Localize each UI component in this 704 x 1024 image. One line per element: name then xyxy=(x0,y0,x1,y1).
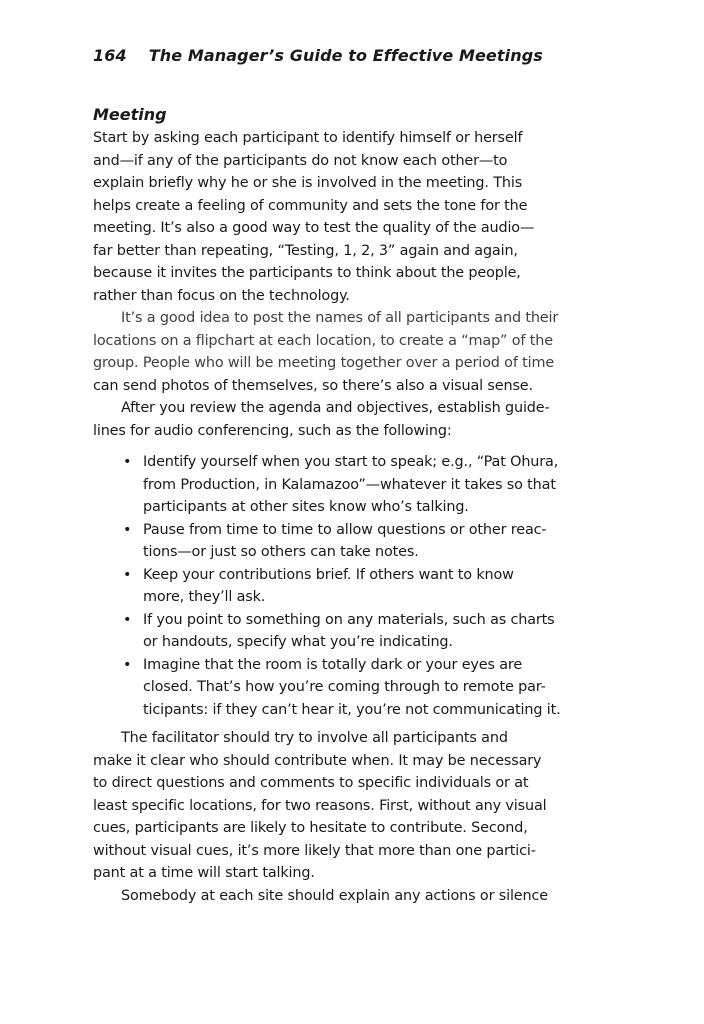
text-line: because it invites the participants to think about the people, xyxy=(93,265,521,281)
guidelines-list xyxy=(93,451,613,721)
body-text xyxy=(93,127,613,907)
paragraph-guidelines-intro xyxy=(93,397,613,442)
text-line: participants at other sites know who’s talking. xyxy=(143,499,469,515)
list-item xyxy=(115,654,613,722)
text-line: Start by asking each participant to identify himself or herself xyxy=(93,130,523,146)
text-line: can send photos of themselves, so there’s also a visual sense. xyxy=(93,377,533,394)
text-line: If you point to something on any materials, such as charts xyxy=(143,611,555,628)
text-line: without visual cues, it’s more likely that more than one partici- xyxy=(93,842,536,859)
paragraph-intro xyxy=(93,127,613,307)
paragraph-site-actions xyxy=(93,885,613,908)
bullet-icon: • xyxy=(123,454,132,470)
text-line: Pause from time to time to allow questions or other reac- xyxy=(143,521,547,538)
text-line: cues, participants are likely to hesitate to contribute. Second, xyxy=(93,820,528,836)
text-line: Somebody at each site should explain any actions or silence xyxy=(121,887,548,904)
text-line: explain briefly why he or she is involved in the meeting. This xyxy=(93,175,523,191)
text-line: far better than repeating, “Testing, 1, 2, 3” again and again, xyxy=(93,242,518,259)
text-line: rather than focus on the technology. xyxy=(93,287,350,304)
text-line: It’s a good idea to post the names of all participants and their xyxy=(121,310,559,326)
bullet-icon: • xyxy=(123,656,132,673)
list-item xyxy=(115,564,613,609)
text-line: lines for audio conferencing, such as the following: xyxy=(93,422,452,439)
book-page xyxy=(93,43,613,907)
text-line: from Production, in Kalamazoo”—whatever it takes so that xyxy=(143,476,556,493)
paragraph-facilitator xyxy=(93,727,613,885)
book-title: The Manager’s Guide to Effective Meetings xyxy=(148,46,543,65)
text-line: The facilitator should try to involve all participants and xyxy=(121,730,508,746)
section-heading: Meeting xyxy=(93,105,167,124)
text-line: meeting. It’s also a good way to test the quality of the audio— xyxy=(93,220,535,236)
text-line: closed. That’s how you’re coming through to remote par- xyxy=(143,679,546,695)
text-line: least specific locations, for two reasons. First, without any visual xyxy=(93,797,547,814)
running-head xyxy=(93,43,613,69)
bullet-icon: • xyxy=(123,521,132,538)
text-line: Identify yourself when you start to speak; e.g., “Pat Ohura, xyxy=(143,454,559,470)
text-line: pant at a time will start talking. xyxy=(93,865,315,881)
text-line: make it clear who should contribute when. It may be necessary xyxy=(93,752,542,769)
text-line: group. People who will be meeting together over a period of time xyxy=(93,355,555,371)
text-line: helps create a feeling of community and sets the tone for the xyxy=(93,197,528,214)
page-number: 164 xyxy=(93,46,127,65)
text-line: and—if any of the participants do not know each other—to xyxy=(93,152,508,169)
text-line: more, they’ll ask. xyxy=(143,589,266,605)
list-item xyxy=(115,519,613,564)
text-line: tions—or just so others can take notes. xyxy=(143,544,419,560)
bullet-icon: • xyxy=(123,611,132,628)
text-line: to direct questions and comments to specific individuals or at xyxy=(93,775,529,791)
text-line: or handouts, specify what you’re indicating. xyxy=(143,634,453,650)
text-line: locations on a flipchart at each location, to create a “map” of the xyxy=(93,332,553,349)
text-line: After you review the agenda and objectives, establish guide- xyxy=(121,400,550,416)
bullet-icon: • xyxy=(123,566,132,583)
text-line: ticipants: if they can’t hear it, you’re not communicating it. xyxy=(143,701,561,718)
list-item xyxy=(115,609,613,654)
list-item xyxy=(115,451,613,519)
text-line: Imagine that the room is totally dark or your eyes are xyxy=(143,656,523,673)
text-line: Keep your contributions brief. If others want to know xyxy=(143,566,514,583)
paragraph-names-map xyxy=(93,307,613,397)
